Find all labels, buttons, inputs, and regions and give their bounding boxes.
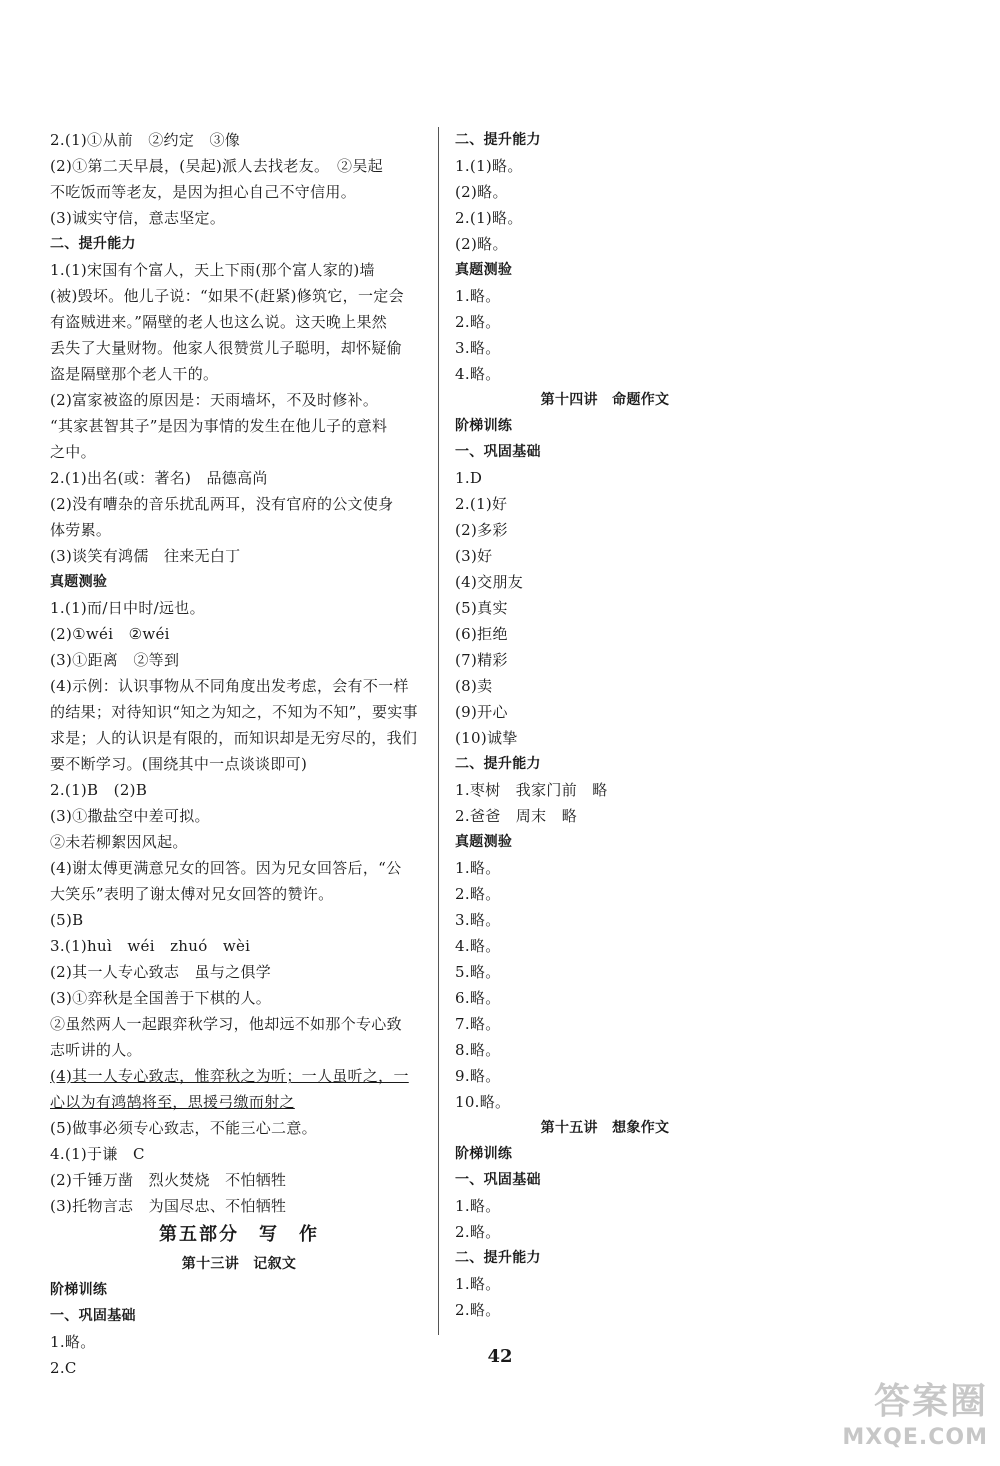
text-line: 1.D [455, 469, 483, 487]
text-line: (2)①第二天早晨，(吴起)派人去找老友。 ②吴起 [50, 157, 383, 175]
text-line: 要不断学习。(围绕其中一点谈谈即可) [50, 755, 308, 773]
text-line: 4.略。 [455, 365, 501, 383]
column-divider [438, 127, 439, 1335]
text-line: (9)开心 [455, 703, 508, 721]
text-line: (10)诚挚 [455, 729, 518, 747]
text-line: 2.C [50, 1359, 77, 1377]
text-line: (2)多彩 [455, 521, 508, 539]
text-line: 1.(1)略。 [455, 157, 523, 175]
text-line: (6)拒绝 [455, 625, 508, 643]
part-title: 第五部分 写 作 [159, 1224, 319, 1245]
text-line: (4)交朋友 [455, 573, 524, 591]
text-line: “其家甚智其子”是因为事情的发生在他儿子的意料 [50, 417, 388, 435]
text-line: (2)没有嘈杂的音乐扰乱两耳，没有官府的公文使身 [50, 495, 394, 513]
text-line: 2.(1)①从前 ②约定 ③像 [50, 131, 241, 149]
text-line: 1.略。 [455, 287, 501, 305]
section-heading: 二、提升能力 [455, 132, 541, 148]
text-line: 3.(1)huì wéi zhuó wèi [50, 937, 251, 955]
right-column [455, 127, 755, 1323]
text-line: 2.(1)出名(或：著名) 品德高尚 [50, 469, 268, 487]
text-line: 6.略。 [455, 989, 501, 1007]
watermark-url: MXQE.COM [842, 1425, 988, 1450]
section-heading: 二、提升能力 [455, 1250, 541, 1266]
text-line: 10.略。 [455, 1093, 511, 1111]
text-line: 的结果；对待知识“知之为知之，不知为不知”，要实事 [50, 703, 418, 721]
text-line: (5)真实 [455, 599, 508, 617]
text-line: 1.(1)宋国有个富人，天上下雨(那个富人家的)墙 [50, 261, 375, 279]
underlined-answer: 心以为有鸿鹄将至，思援弓缴而射之 [50, 1093, 295, 1111]
text-line: 3.略。 [455, 339, 501, 357]
text-line: 3.略。 [455, 911, 501, 929]
text-line: (2)①wéi ②wéi [50, 625, 170, 643]
text-line: 2.略。 [455, 1301, 501, 1319]
text-line: ②虽然两人一起跟弈秋学习，他却远不如那个专心致 [50, 1015, 402, 1033]
text-line: (3)诚实守信，意志坚定。 [50, 209, 226, 227]
text-line: 2.略。 [455, 313, 501, 331]
left-column [50, 127, 428, 1381]
text-line: (2)略。 [455, 235, 508, 253]
section-heading: 一、巩固基础 [50, 1308, 136, 1324]
text-line: 盗是隔壁那个老人干的。 [50, 365, 219, 383]
text-line: 不吃饭而等老友，是因为担心自己不守信用。 [50, 183, 357, 201]
text-line: 2.(1)B (2)B [50, 781, 148, 799]
watermark-logo [788, 1380, 988, 1458]
text-line: 8.略。 [455, 1041, 501, 1059]
section-heading: 阶梯训练 [455, 418, 513, 434]
text-line: (2)其一人专心致志 虽与之俱学 [50, 963, 272, 981]
section-heading: 真题测验 [455, 834, 513, 850]
text-line: 1.枣树 我家门前 略 [455, 781, 608, 799]
text-line: (2)略。 [455, 183, 508, 201]
section-heading: 阶梯训练 [455, 1146, 513, 1162]
text-line: (3)①弈秋是全国善于下棋的人。 [50, 989, 272, 1007]
section-heading: 真题测验 [50, 574, 108, 590]
section-heading: 二、提升能力 [50, 236, 136, 252]
text-line: (7)精彩 [455, 651, 508, 669]
text-line: 2.(1)略。 [455, 209, 523, 227]
watermark-title: 答案圈 [873, 1381, 988, 1422]
section-heading: 阶梯训练 [50, 1282, 108, 1298]
text-line: (4)谢太傅更满意兄女的回答。因为兄女回答后，“公 [50, 859, 402, 877]
text-line: 2.(1)好 [455, 495, 508, 513]
text-line: 7.略。 [455, 1015, 501, 1033]
section-heading: 真题测验 [455, 262, 513, 278]
underlined-answer: (4)其一人专心致志，惟弈秋之为听；一人虽听之，一 [50, 1067, 409, 1085]
text-line: (3)①距离 ②等到 [50, 651, 180, 669]
text-line: (2)富家被盗的原因是：天雨墙坏，不及时修补。 [50, 391, 379, 409]
text-line: ②未若柳絮因风起。 [50, 833, 188, 851]
section-heading: 二、提升能力 [455, 756, 541, 772]
text-line: 2.爸爸 周末 略 [455, 807, 578, 825]
text-line: 有盗贼进来。”隔壁的老人也这么说。这天晚上果然 [50, 313, 388, 331]
section-heading: 一、巩固基础 [455, 1172, 541, 1188]
text-line: (3)好 [455, 547, 493, 565]
text-line: (3)托物言志 为国尽忠、不怕牺牲 [50, 1197, 287, 1215]
text-line: 1.略。 [455, 859, 501, 877]
lesson-title: 第十五讲 想象作文 [540, 1120, 670, 1136]
text-line: (3)①撒盐空中差可拟。 [50, 807, 210, 825]
text-line: 体劳累。 [50, 521, 112, 539]
text-line: 1.(1)而/日中时/远也。 [50, 599, 205, 617]
text-line: 求是；人的认识是有限的，而知识却是无穷尽的，我们 [50, 729, 418, 747]
text-line: 9.略。 [455, 1067, 501, 1085]
text-line: (8)卖 [455, 677, 493, 695]
text-line: 丢失了大量财物。他家人很赞赏儿子聪明，却怀疑偷 [50, 339, 402, 357]
text-line: 1.略。 [455, 1197, 501, 1215]
text-line: 志听讲的人。 [50, 1041, 142, 1059]
text-line: 1.略。 [455, 1275, 501, 1293]
lesson-title: 第十三讲 记叙文 [181, 1256, 297, 1272]
lesson-title: 第十四讲 命题作文 [540, 392, 670, 408]
text-line: 1.略。 [50, 1333, 96, 1351]
text-line: 之中。 [50, 443, 96, 461]
section-heading: 一、巩固基础 [455, 444, 541, 460]
text-line: (5)B [50, 911, 84, 929]
page-number: 42 [487, 1346, 513, 1367]
text-line: 2.略。 [455, 1223, 501, 1241]
text-line: (5)做事必须专心致志，不能三心二意。 [50, 1119, 317, 1137]
text-line: 4.略。 [455, 937, 501, 955]
text-line: (2)千锤万凿 烈火焚烧 不怕牺牲 [50, 1171, 287, 1189]
text-line: (4)示例：认识事物从不同角度出发考虑，会有不一样 [50, 677, 409, 695]
text-line: 2.略。 [455, 885, 501, 903]
text-line: 5.略。 [455, 963, 501, 981]
text-line: (3)谈笑有鸿儒 往来无白丁 [50, 547, 241, 565]
text-line: 4.(1)于谦 C [50, 1145, 145, 1163]
text-line: 大笑乐”表明了谢太傅对兄女回答的赞许。 [50, 885, 334, 903]
text-line: (被)毁坏。他儿子说：“如果不(赶紧)修筑它，一定会 [50, 287, 404, 305]
